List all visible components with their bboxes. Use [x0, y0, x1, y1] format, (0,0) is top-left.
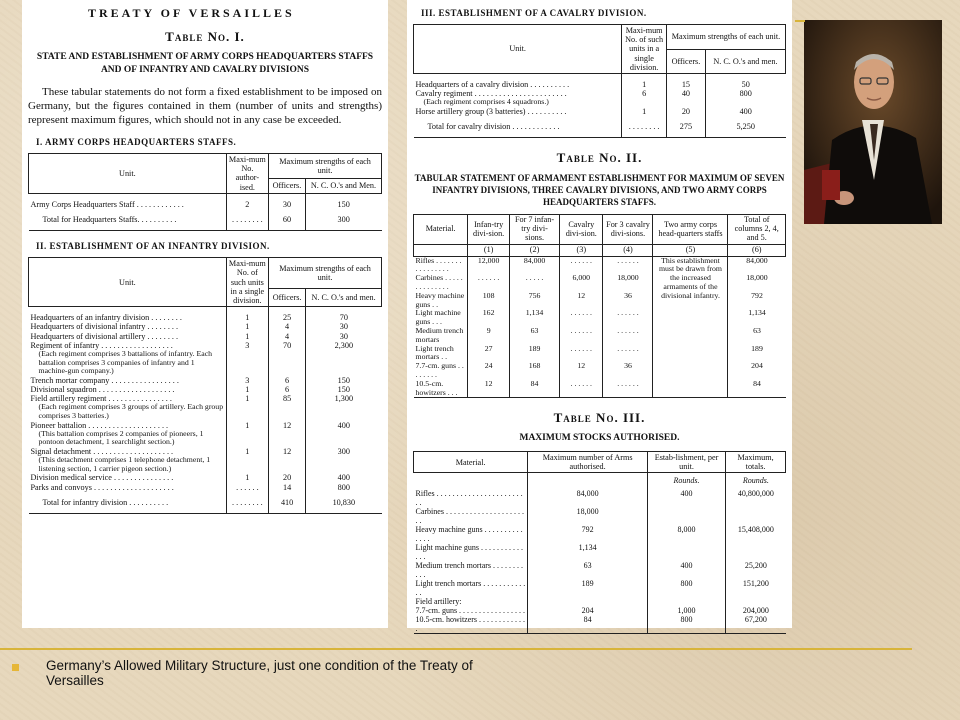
table-row-note [29, 350, 382, 376]
cell-value: 63 [728, 327, 786, 345]
table-row [414, 543, 786, 561]
cell-value [726, 597, 786, 606]
cell-value: 1,000 [647, 606, 725, 615]
col-officers: Officers. [269, 289, 306, 307]
cell-unit: Pioneer battalion . . . . . . . . . . . . . . . . . . . . [30, 420, 169, 430]
table-row-note [414, 98, 786, 107]
table-hq-staffs [28, 153, 382, 231]
cell-unit: Total for cavalry division . . . . . . . . . . . . [427, 122, 560, 132]
table-row [414, 274, 786, 292]
table-1-heading-line1: STATE AND ESTABLISHMENT OF ARMY CORPS HEADQUARTERS STAFFS [36, 52, 374, 62]
cell-max: . . . . . . . . [226, 209, 268, 224]
cell-max: 3 [226, 376, 268, 385]
treaty-page-right [407, 0, 792, 634]
cell-officers: 30 [269, 200, 306, 209]
col-strength: Maximum strengths of each unit. [666, 25, 785, 50]
cell-max: 6 [622, 89, 667, 98]
cell-value: 27 [468, 345, 510, 363]
cell-max: 1 [622, 107, 667, 116]
cell-material: Heavy machine guns . . [415, 290, 465, 309]
cell-value: 15,408,000 [726, 525, 786, 543]
table-row [29, 313, 382, 322]
col-number: (2) [510, 244, 560, 256]
col-number: (1) [468, 244, 510, 256]
cell-men: 30 [306, 332, 382, 341]
col-max: Maxi-mum No. of such units in a single division. [226, 258, 268, 307]
col-header: Maximum number of Arms authorised. [528, 452, 648, 473]
cell-officers: 4 [269, 322, 306, 331]
cell-value: 67,200 [726, 615, 786, 634]
cell-officers: 15 [666, 80, 705, 89]
cell-value: 63 [510, 327, 560, 345]
table-row [29, 473, 382, 482]
cell-unit: Total for Headquarters Staffs. . . . . . . . . . [42, 215, 177, 225]
total-row [29, 209, 382, 224]
slide-caption: Germany’s Allowed Military Structure, just one condition of the Treaty of Versailles [46, 658, 473, 688]
table-3-title: Table No. III. [553, 410, 646, 426]
cell-value: 6,000 [560, 274, 603, 292]
cell-unit: Field artillery regiment . . . . . . . . . . . . . . . . [30, 394, 172, 404]
cell-value [647, 597, 725, 606]
cell-value: 84,000 [528, 489, 648, 507]
cell-value: 9 [468, 327, 510, 345]
cell-men: 30 [306, 322, 382, 331]
cell-men: 5,250 [705, 116, 785, 131]
cell-officers: 12 [269, 421, 306, 430]
cell-max: . . . . . . [226, 483, 268, 492]
section-1-title: I. ARMY CORPS HEADQUARTERS STAFFS. [36, 137, 237, 147]
table-2-heading: TABULAR STATEMENT OF ARMAMENT ESTABLISHMENT FOR MAXIMUM OF SEVEN INFANTRY DIVISIONS, THREE CAVALRY DIVISIONS, AND TWO ARMY CORPS HEADQUARTERS STAFFS. [414, 173, 785, 208]
cell-value: 40,800,000 [726, 489, 786, 507]
table-row [414, 327, 786, 345]
cell-max: 1 [226, 421, 268, 430]
cell-value [726, 507, 786, 525]
col-header: Material. [414, 215, 468, 244]
cell-value: 189 [510, 345, 560, 363]
cell-material: Light trench mortars . . . . . . . . . . . . . [415, 579, 526, 598]
cell-men: 50 [705, 80, 785, 89]
cell-value: 84,000 [728, 256, 786, 274]
cell-material: Light machine guns . . . . . . . . . . . . . . [415, 543, 524, 562]
column-number-row [414, 244, 786, 256]
document-header: TREATY OF VERSAILLES [88, 6, 295, 20]
table-row [414, 525, 786, 543]
table-2-title: Table No. II. [556, 150, 643, 166]
cell-units [528, 473, 648, 490]
cell-material: 7.7-cm. guns . . . . . . . . [415, 361, 464, 379]
cell-value: . . . . . [510, 274, 560, 292]
col-max: Maxi-mum No. of such units in a single division. [622, 25, 667, 74]
cell-value: 84,000 [510, 256, 560, 274]
table-row-note [29, 430, 382, 447]
cell-value: 792 [528, 525, 648, 543]
cell-value: 36 [603, 362, 653, 380]
cell-units: Rounds. [726, 473, 786, 490]
cell-value: . . . . . . [603, 345, 653, 363]
col-number: (6) [728, 244, 786, 256]
cell-officers: 6 [269, 376, 306, 385]
cell-officers: 40 [666, 89, 705, 98]
cell-material: Rifles . . . . . . . . . . . . . . . . . . . . . . . . [415, 489, 523, 508]
cell-units [414, 473, 528, 490]
col-officers: Officers. [269, 179, 306, 193]
table-3-heading: MAXIMUM STOCKS AUTHORISED. [519, 433, 680, 444]
col-max: Maxi-mum No. author-ised. [226, 154, 268, 194]
cell-max: 3 [226, 341, 268, 350]
bullet-icon [12, 664, 19, 671]
col-strength: Maximum strengths of each unit. [269, 258, 382, 289]
cell-value: 756 [510, 292, 560, 310]
cell-unit: (Each regiment comprises 4 squadrons.) [423, 97, 549, 107]
cell-officers: 14 [269, 483, 306, 492]
cell-max: 1 [226, 313, 268, 322]
cell-officers: 410 [269, 492, 306, 507]
cell-value: 84 [728, 380, 786, 398]
cell-men: 70 [306, 313, 382, 322]
armament-rows [414, 256, 786, 398]
cell-value: 18,000 [603, 274, 653, 292]
cell-max: . . . . . . . . [226, 492, 268, 507]
table-row [414, 507, 786, 525]
cell-value: 25,200 [726, 561, 786, 579]
cell-men: 400 [306, 473, 382, 482]
cell-note: This establishment must be drawn from the increased armaments of the divisional infantry. [653, 256, 728, 398]
cell-officers: 20 [666, 107, 705, 116]
cell-value: 204 [728, 362, 786, 380]
cell-max: 1 [226, 322, 268, 331]
cell-value: . . . . . . [603, 380, 653, 398]
cell-men: 300 [305, 209, 381, 224]
cell-units: Rounds. [647, 473, 725, 490]
cell-value: . . . . . . [603, 256, 653, 274]
accent-line [795, 20, 805, 22]
cell-value [647, 507, 725, 525]
cell-officers: 25 [269, 313, 306, 322]
table-cavalry-division [413, 24, 786, 138]
col-nco: N. C. O.'s and men. [306, 289, 382, 307]
cell-men: 150 [305, 200, 381, 209]
table-1-title: Table No. I. [165, 29, 245, 44]
cell-value: 12 [560, 362, 603, 380]
cell-max: 1 [226, 473, 268, 482]
cell-value: 36 [603, 292, 653, 310]
table-row [29, 483, 382, 492]
col-unit: Unit. [29, 258, 227, 307]
col-nco: N. C. O.'s and men. [705, 49, 785, 74]
cell-value: 168 [510, 362, 560, 380]
table-row [414, 615, 786, 634]
cell-value: . . . . . . [560, 309, 603, 327]
table-row [414, 561, 786, 579]
header-row [414, 452, 786, 473]
table-row [414, 362, 786, 380]
cell-material: 7.7-cm. guns . . . . . . . . . . . . . . . . . [415, 606, 526, 616]
cell-material: Medium trench mortars [415, 325, 464, 344]
cell-men: 800 [306, 483, 382, 492]
col-number: (5) [653, 244, 728, 256]
cell-value [528, 597, 648, 606]
table-row [414, 107, 786, 116]
cell-note: (Each regiment comprises 3 groups of artillery. Each group comprises 3 batteries.) [38, 402, 224, 421]
section-3-title: III. ESTABLISHMENT OF A CAVALRY DIVISION. [421, 8, 647, 18]
cell-unit: Divisional squadron . . . . . . . . . . . . . . . . . . . [30, 385, 175, 395]
cell-value: 63 [528, 561, 648, 579]
cell-unit: Headquarters of a cavalry division . . . . . . . . . . [415, 80, 570, 90]
cell-value: 400 [647, 489, 725, 507]
units-row [414, 473, 786, 490]
cell-men: 800 [705, 89, 785, 98]
cell-unit: Headquarters of divisional artillery . . . . . . . . [30, 331, 179, 341]
cell-value: 12 [468, 380, 510, 398]
cell-max: 1 [622, 80, 667, 89]
cell-material: Light machine guns . . . [415, 308, 461, 327]
cell-value: 18,000 [528, 507, 648, 525]
cell-value: 108 [468, 292, 510, 310]
table-row [414, 309, 786, 327]
cell-value: . . . . . . [560, 380, 603, 398]
col-number: (3) [560, 244, 603, 256]
cell-value: 189 [728, 345, 786, 363]
cell-value: . . . . . . [560, 345, 603, 363]
table-armament [413, 214, 786, 398]
cell-max: 1 [226, 447, 268, 456]
cell-material: Carbines . . . . . . . . . . . . . . [415, 273, 463, 291]
cell-officers: 70 [269, 341, 306, 350]
section-2-title: II. ESTABLISHMENT OF AN INFANTRY DIVISION. [36, 241, 270, 252]
col-officers: Officers. [666, 49, 705, 74]
infantry-rows [29, 307, 382, 514]
cell-value [647, 543, 725, 561]
cell-men: 400 [705, 107, 785, 116]
cell-officers: 20 [269, 473, 306, 482]
table-row-note [29, 403, 382, 420]
cell-material: 10.5-cm. howitzers . . . . . . . . . . . . . [415, 615, 526, 634]
cell-unit: Headquarters of an infantry division . . . . . . . . [30, 313, 182, 323]
table-row [414, 345, 786, 363]
col-number [414, 244, 468, 256]
cell-value: . . . . . . [603, 327, 653, 345]
cell-material: Medium trench mortars . . . . . . . . . . . [415, 561, 524, 580]
table-row [29, 332, 382, 341]
col-header: Maximum, totals. [726, 452, 786, 473]
cell-value: 18,000 [728, 274, 786, 292]
col-unit: Unit. [29, 154, 227, 194]
cell-value: . . . . . . [468, 274, 510, 292]
cell-value: 151,200 [726, 579, 786, 597]
col-number: (4) [603, 244, 653, 256]
cell-max: . . . . . . . . [622, 116, 667, 131]
cell-unit: Cavalry regiment . . . . . . . . . . . . . . . . . . . . . . . [415, 89, 567, 99]
cell-value: . . . . . . [560, 327, 603, 345]
cell-unit: Parks and convoys . . . . . . . . . . . . . . . . . . . . [30, 482, 174, 492]
col-header: Cavalry divi-sion. [560, 215, 603, 244]
col-unit: Unit. [414, 25, 622, 74]
cell-men: 400 [306, 421, 382, 430]
table-row [29, 200, 382, 209]
cell-men: 300 [306, 447, 382, 456]
cell-men: 1,300 [306, 394, 382, 403]
cell-value: 1,134 [528, 543, 648, 561]
cell-value: 162 [468, 309, 510, 327]
cell-max: 2 [226, 200, 268, 209]
table-row [414, 256, 786, 274]
cell-men: 10,830 [306, 492, 382, 507]
cell-value: 84 [510, 380, 560, 398]
cell-note: (This detachment comprises 1 telephone detachment, 1 listening section, 1 carrier pigeon section.) [38, 455, 211, 473]
cell-value: 12 [560, 292, 603, 310]
cell-value: . . . . . . [560, 256, 603, 274]
table-row [414, 292, 786, 310]
cell-value: 800 [647, 615, 725, 634]
cell-value: 400 [647, 561, 725, 579]
treaty-page-left [22, 0, 388, 628]
cell-max: 1 [226, 394, 268, 403]
table-row [29, 376, 382, 385]
intro-paragraph: These tabular statements do not form a fixed establishment to be imposed on Germany, but the figures contained in them (number of units and strengths) represent maximum figures, which should not in any case be exceeded. [28, 86, 382, 126]
table-row [414, 489, 786, 507]
cell-material: Field artillery: [415, 597, 462, 607]
cell-max: 1 [226, 332, 268, 341]
cell-note: (This battalion comprises 2 companies of pioneers, 1 pontoon detachment, 1 searchlight section.) [38, 428, 204, 447]
cell-material: Light trench mortars . . [415, 343, 454, 362]
cell-unit: Signal detachment . . . . . . . . . . . . . . . . . . . . [30, 447, 174, 457]
cell-material: Rifles . . . . . . . . . . . . . . . . [415, 255, 462, 274]
cell-value: 189 [528, 579, 648, 597]
cell-material: Heavy machine guns . . . . . . . . . . . . . . [415, 525, 523, 544]
divider-line [0, 648, 912, 650]
col-strength: Maximum strengths of each unit. [269, 154, 382, 179]
col-nco: N. C. O.'s and Men. [305, 179, 381, 193]
total-row [29, 492, 382, 507]
cell-value: 204 [528, 606, 648, 615]
table-row [414, 597, 786, 606]
cell-value [726, 543, 786, 561]
cell-value: 204,000 [726, 606, 786, 615]
table-row [29, 322, 382, 331]
cell-unit: Division medical service . . . . . . . . . . . . . . . [30, 473, 174, 483]
cell-value: 1,134 [510, 309, 560, 327]
cell-officers: 275 [666, 116, 705, 131]
cell-men: 150 [306, 385, 382, 394]
cell-value: 8,000 [647, 525, 725, 543]
table-row [29, 385, 382, 394]
cell-unit: Regiment of infantry . . . . . . . . . . . . . . . . . . [30, 340, 173, 350]
cell-unit: Trench mortar company . . . . . . . . . . . . . . . . . [30, 375, 179, 385]
header-row [414, 215, 786, 244]
cell-value: 84 [528, 615, 648, 634]
table-row [414, 80, 786, 89]
table-row [414, 579, 786, 597]
cell-officers: 60 [269, 209, 306, 224]
cell-max: 1 [226, 385, 268, 394]
cell-men: 150 [306, 376, 382, 385]
stocks-rows [414, 473, 786, 634]
portrait-image [804, 20, 942, 224]
cell-men: 2,300 [306, 341, 382, 350]
cell-unit: Army Corps Headquarters Staff . . . . . . . . . . . . [30, 199, 184, 209]
cell-value: 24 [468, 362, 510, 380]
table-row-note [29, 456, 382, 473]
col-header: Estab-lishment, per unit. [647, 452, 725, 473]
cell-value: . . . . . . [603, 309, 653, 327]
cell-value: 800 [647, 579, 725, 597]
cell-value: 792 [728, 292, 786, 310]
col-header: For 3 cavalry divi-sions. [603, 215, 653, 244]
col-header: Two army corps head-quarters staffs [653, 215, 728, 244]
cell-unit: Total for infantry division . . . . . . . . . . [42, 497, 169, 507]
table-row [414, 606, 786, 615]
col-header: Material. [414, 452, 528, 473]
table-infantry-division [28, 257, 382, 514]
cell-officers: 6 [269, 385, 306, 394]
total-row [414, 116, 786, 131]
table-row [414, 380, 786, 398]
cell-note: (Each regiment comprises 3 battalions of infantry. Each battalion comprises 3 companies of infantry and 1 machine-gun company.) [38, 349, 213, 376]
cell-officers: 12 [269, 447, 306, 456]
col-header: For 7 infan-try divi-sions. [510, 215, 560, 244]
col-header: Total of columns 2, 4, and 5. [728, 215, 786, 244]
table-1-heading-line2: AND OF INFANTRY AND CAVALRY DIVISIONS [100, 65, 310, 75]
cell-officers: 4 [269, 332, 306, 341]
portrait-painting [804, 20, 942, 224]
table-stocks [413, 451, 786, 634]
col-header: Infan-try divi-sion. [468, 215, 510, 244]
cell-material: 10.5-cm. howitzers . . . [415, 378, 458, 397]
cell-unit: Headquarters of divisional infantry . . . . . . . . [30, 322, 179, 332]
cell-value: 1,134 [728, 309, 786, 327]
cell-value: 12,000 [468, 256, 510, 274]
cell-material: Carbines . . . . . . . . . . . . . . . . . . . . . . [415, 507, 524, 526]
cell-unit: Horse artillery group (3 batteries) . . . . . . . . . . [415, 107, 567, 117]
cell-officers: 85 [269, 394, 306, 403]
